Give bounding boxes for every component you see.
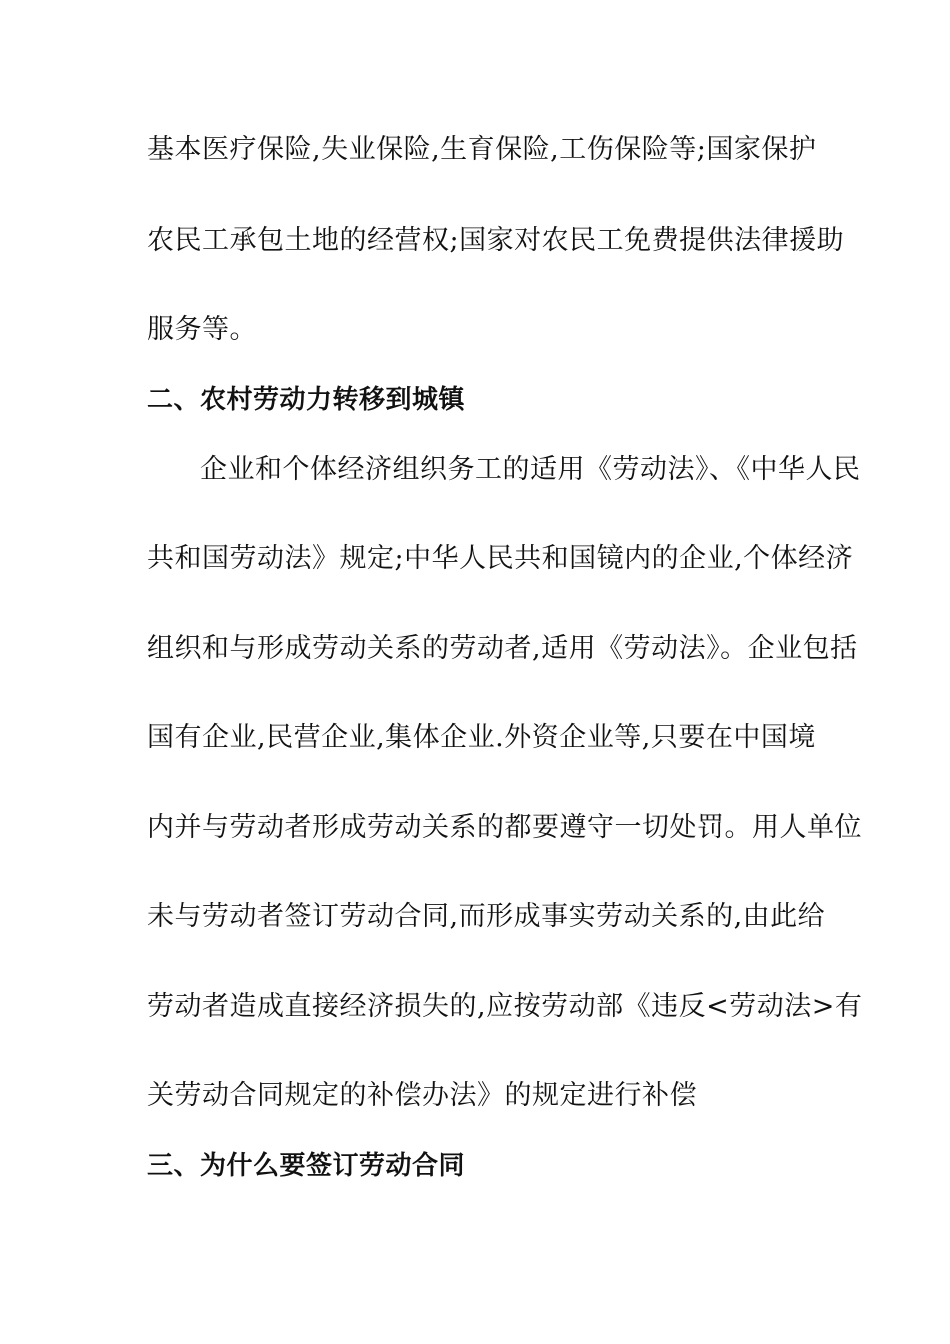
section-heading: 二、农村劳动力转移到城镇 <box>147 385 466 415</box>
paragraph-first-line: 企业和个体经济组织务工的适用《劳动法》、《中华人民 <box>200 454 861 485</box>
body-text-line: 农民工承包土地的经营权;国家对农民工免费提供法律援助 <box>147 225 845 256</box>
section-heading: 三、为什么要签订劳动合同 <box>147 1151 466 1181</box>
body-text-line: 劳动者造成直接经济损失的,应按劳动部《违反<劳动法>有 <box>147 991 863 1022</box>
body-text-line: 基本医疗保险,失业保险,生育保险,工伤保险等;国家保护 <box>147 134 817 165</box>
body-text-line: 共和国劳动法》规定;中华人民共和国镜内的企业,个体经济 <box>147 543 854 574</box>
body-text-line: 组织和与形成劳动关系的劳动者,适用《劳动法》。企业包括 <box>147 633 858 664</box>
body-text-line: 未与劳动者签订劳动合同,而形成事实劳动关系的,由此给 <box>147 901 826 932</box>
body-text-line: 关劳动合同规定的补偿办法》的规定进行补偿 <box>147 1080 697 1111</box>
body-text-line: 内并与劳动者形成劳动关系的都要遵守一切处罚。用人单位 <box>147 812 862 843</box>
body-text-line: 服务等。 <box>147 314 257 345</box>
body-text-line: 国有企业,民营企业,集体企业.外资企业等,只要在中国境 <box>147 722 816 753</box>
